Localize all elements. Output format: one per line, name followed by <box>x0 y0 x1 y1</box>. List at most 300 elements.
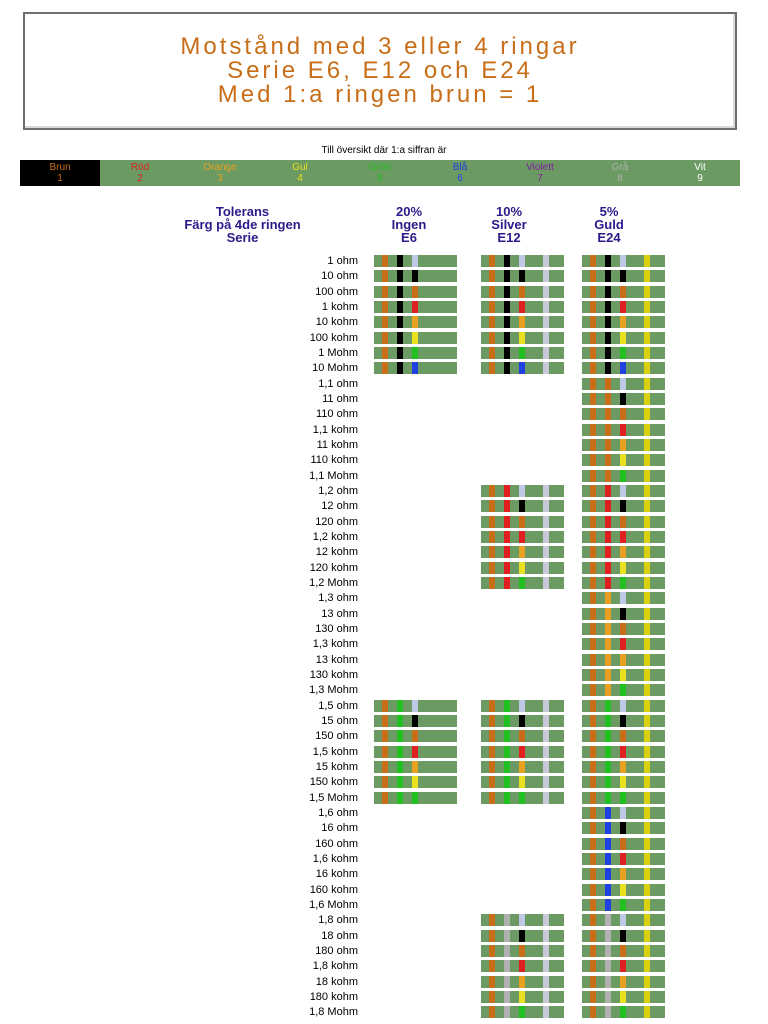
band-second-digit <box>397 792 403 804</box>
resistor-e12 <box>481 730 564 742</box>
band-first-digit <box>590 822 596 834</box>
band-tolerance <box>644 792 650 804</box>
band-tolerance <box>644 638 650 650</box>
resistor-e6 <box>374 715 457 727</box>
band-tolerance <box>543 700 549 712</box>
table-row <box>0 346 768 361</box>
band-second-digit <box>504 500 510 512</box>
resistor-e12 <box>481 792 564 804</box>
resistor-e12 <box>481 347 564 359</box>
band-tolerance <box>644 546 650 558</box>
band-first-digit <box>590 853 596 865</box>
band-multiplier <box>519 332 525 344</box>
resistor-e24 <box>582 424 665 436</box>
resistor-e24 <box>582 470 665 482</box>
column-color-name: Guld <box>594 217 624 232</box>
legend-cell[interactable] <box>420 160 500 186</box>
legend-cell[interactable] <box>580 160 660 186</box>
band-first-digit <box>489 347 495 359</box>
table-row <box>0 699 768 714</box>
band-multiplier <box>620 286 626 298</box>
resistor-e24 <box>582 577 665 589</box>
band-tolerance <box>543 485 549 497</box>
band-first-digit <box>489 562 495 574</box>
band-second-digit <box>504 930 510 942</box>
table-row <box>0 653 768 668</box>
resistance-value-label: 160 kohm <box>309 883 358 896</box>
legend-cell[interactable] <box>100 160 180 186</box>
band-first-digit <box>590 807 596 819</box>
band-multiplier <box>620 669 626 681</box>
band-second-digit <box>605 485 611 497</box>
table-row <box>0 530 768 545</box>
resistor-e12 <box>481 546 564 558</box>
resistor-e12 <box>481 500 564 512</box>
resistor-e6 <box>374 301 457 313</box>
resistor-e12 <box>481 960 564 972</box>
band-second-digit <box>605 776 611 788</box>
band-first-digit <box>590 761 596 773</box>
band-multiplier <box>620 976 626 988</box>
table-row <box>0 821 768 836</box>
band-multiplier <box>620 255 626 267</box>
band-multiplier <box>519 914 525 926</box>
band-multiplier <box>620 822 626 834</box>
resistance-value-label: 110 ohm <box>316 408 358 421</box>
band-tolerance <box>644 976 650 988</box>
band-second-digit <box>605 853 611 865</box>
table-row <box>0 760 768 775</box>
resistor-e24 <box>582 761 665 773</box>
band-first-digit <box>489 746 495 758</box>
resistor-e24 <box>582 546 665 558</box>
resistance-value-label: 1,2 ohm <box>318 484 358 497</box>
table-row <box>0 944 768 959</box>
digit-color-legend <box>20 160 740 186</box>
band-multiplier <box>620 654 626 666</box>
band-first-digit <box>590 362 596 374</box>
band-first-digit <box>590 332 596 344</box>
band-first-digit <box>590 776 596 788</box>
band-tolerance <box>543 761 549 773</box>
band-tolerance <box>543 546 549 558</box>
band-tolerance <box>644 270 650 282</box>
table-row <box>0 852 768 867</box>
band-first-digit <box>590 960 596 972</box>
band-tolerance <box>644 424 650 436</box>
table-row <box>0 683 768 698</box>
band-second-digit <box>605 408 611 420</box>
band-multiplier <box>519 715 525 727</box>
band-first-digit <box>489 991 495 1003</box>
resistor-e24 <box>582 930 665 942</box>
band-second-digit <box>504 362 510 374</box>
resistor-e24 <box>582 914 665 926</box>
band-first-digit <box>489 255 495 267</box>
column-color-name: Silver <box>491 217 527 232</box>
band-second-digit <box>605 715 611 727</box>
band-second-digit <box>605 424 611 436</box>
resistor-e24 <box>582 270 665 282</box>
resistor-e6 <box>374 316 457 328</box>
band-multiplier <box>519 700 525 712</box>
band-first-digit <box>489 516 495 528</box>
table-row <box>0 300 768 315</box>
resistance-value-label: 1,2 Mohm <box>309 576 358 589</box>
band-tolerance <box>644 485 650 497</box>
column-header-e24 <box>568 205 650 244</box>
band-second-digit <box>504 577 510 589</box>
band-tolerance <box>644 669 650 681</box>
resistance-value-label: 100 kohm <box>309 331 358 344</box>
resistor-e12 <box>481 531 564 543</box>
band-second-digit <box>504 730 510 742</box>
band-multiplier <box>519 945 525 957</box>
band-second-digit <box>605 255 611 267</box>
band-second-digit <box>605 868 611 880</box>
band-second-digit <box>605 623 611 635</box>
resistance-value-label: 150 ohm <box>315 730 358 743</box>
resistor-e12 <box>481 761 564 773</box>
band-multiplier <box>620 1006 626 1018</box>
band-first-digit <box>489 500 495 512</box>
band-first-digit <box>489 792 495 804</box>
band-first-digit <box>590 976 596 988</box>
band-second-digit <box>605 546 611 558</box>
band-multiplier <box>620 884 626 896</box>
band-multiplier <box>412 286 418 298</box>
resistor-e24 <box>582 746 665 758</box>
band-tolerance <box>644 301 650 313</box>
band-second-digit <box>605 960 611 972</box>
band-first-digit <box>590 546 596 558</box>
band-multiplier <box>620 516 626 528</box>
resistor-e12 <box>481 746 564 758</box>
band-tolerance <box>543 1006 549 1018</box>
resistance-value-label: 11 kohm <box>316 438 358 451</box>
resistance-value-label: 1,8 kohm <box>312 960 358 973</box>
band-multiplier <box>620 746 626 758</box>
band-first-digit <box>590 454 596 466</box>
band-first-digit <box>590 730 596 742</box>
band-second-digit <box>504 746 510 758</box>
resistor-e12 <box>481 301 564 313</box>
band-second-digit <box>397 715 403 727</box>
band-tolerance <box>543 562 549 574</box>
band-multiplier <box>620 592 626 604</box>
resistor-e24 <box>582 868 665 880</box>
band-second-digit <box>605 378 611 390</box>
band-second-digit <box>504 286 510 298</box>
resistance-value-label: 1,5 ohm <box>318 699 358 712</box>
band-multiplier <box>620 270 626 282</box>
band-first-digit <box>489 715 495 727</box>
band-second-digit <box>605 669 611 681</box>
band-multiplier <box>519 562 525 574</box>
resistor-e24 <box>582 684 665 696</box>
band-first-digit <box>590 286 596 298</box>
band-multiplier <box>519 1006 525 1018</box>
column-series: E6 <box>401 230 417 245</box>
table-row <box>0 714 768 729</box>
band-second-digit <box>397 730 403 742</box>
band-multiplier <box>620 776 626 788</box>
band-multiplier <box>519 546 525 558</box>
band-first-digit <box>590 301 596 313</box>
resistance-value-label: 120 kohm <box>309 561 358 574</box>
band-second-digit <box>605 700 611 712</box>
band-second-digit <box>605 807 611 819</box>
resistance-value-label: 1,6 ohm <box>318 806 358 819</box>
table-row <box>0 285 768 300</box>
column-series: E12 <box>497 230 521 245</box>
band-multiplier <box>620 807 626 819</box>
resistor-e24 <box>582 1006 665 1018</box>
band-first-digit <box>590 654 596 666</box>
resistance-value-label: 13 kohm <box>315 653 358 666</box>
band-first-digit <box>590 562 596 574</box>
legend-digit: 3 <box>217 173 223 184</box>
band-multiplier <box>620 838 626 850</box>
band-first-digit <box>382 301 388 313</box>
band-multiplier <box>412 316 418 328</box>
band-first-digit <box>590 485 596 497</box>
band-multiplier <box>412 255 418 267</box>
band-first-digit <box>489 730 495 742</box>
table-row <box>0 453 768 468</box>
band-first-digit <box>489 270 495 282</box>
legend-cell[interactable] <box>20 160 100 186</box>
legend-digit: 2 <box>137 173 143 184</box>
resistance-value-label: 1,8 Mohm <box>309 1006 358 1019</box>
band-tolerance <box>543 776 549 788</box>
band-second-digit <box>397 761 403 773</box>
band-multiplier <box>620 393 626 405</box>
resistor-e24 <box>582 393 665 405</box>
resistance-value-label: 1,6 Mohm <box>309 898 358 911</box>
band-first-digit <box>590 991 596 1003</box>
band-tolerance <box>644 393 650 405</box>
table-row <box>0 484 768 499</box>
resistance-value-label: 150 kohm <box>309 776 358 789</box>
band-multiplier <box>412 746 418 758</box>
band-second-digit <box>605 638 611 650</box>
legend-cell[interactable] <box>660 160 740 186</box>
band-tolerance <box>543 577 549 589</box>
band-multiplier <box>620 378 626 390</box>
table-row <box>0 331 768 346</box>
band-tolerance <box>543 945 549 957</box>
band-multiplier <box>519 930 525 942</box>
legend-digit: 6 <box>457 173 463 184</box>
band-second-digit <box>605 362 611 374</box>
band-second-digit <box>397 700 403 712</box>
band-second-digit <box>397 270 403 282</box>
band-second-digit <box>504 332 510 344</box>
resistor-e24 <box>582 592 665 604</box>
band-multiplier <box>620 792 626 804</box>
legend-cell[interactable] <box>340 160 420 186</box>
band-second-digit <box>504 347 510 359</box>
band-multiplier <box>620 408 626 420</box>
band-first-digit <box>590 378 596 390</box>
band-tolerance <box>543 746 549 758</box>
legend-cell[interactable] <box>180 160 260 186</box>
band-second-digit <box>605 592 611 604</box>
resistor-e12 <box>481 286 564 298</box>
band-first-digit <box>382 730 388 742</box>
band-multiplier <box>519 255 525 267</box>
resistor-e12 <box>481 991 564 1003</box>
band-first-digit <box>382 761 388 773</box>
band-tolerance <box>644 807 650 819</box>
band-multiplier <box>412 270 418 282</box>
band-first-digit <box>590 316 596 328</box>
band-multiplier <box>620 684 626 696</box>
resistor-e12 <box>481 945 564 957</box>
resistor-e24 <box>582 485 665 497</box>
resistance-value-label: 10 kohm <box>315 316 358 329</box>
band-tolerance <box>543 715 549 727</box>
band-multiplier <box>519 991 525 1003</box>
band-multiplier <box>620 623 626 635</box>
band-second-digit <box>605 792 611 804</box>
band-tolerance <box>644 1006 650 1018</box>
band-second-digit <box>605 822 611 834</box>
table-row <box>0 745 768 760</box>
band-multiplier <box>620 730 626 742</box>
resistor-e12 <box>481 270 564 282</box>
band-tolerance <box>644 470 650 482</box>
band-first-digit <box>590 270 596 282</box>
resistance-value-label: 16 ohm <box>321 822 358 835</box>
legend-cell[interactable] <box>500 160 580 186</box>
resistor-e12 <box>481 914 564 926</box>
band-multiplier <box>620 531 626 543</box>
table-row <box>0 315 768 330</box>
band-second-digit <box>397 362 403 374</box>
band-tolerance <box>644 654 650 666</box>
band-second-digit <box>605 347 611 359</box>
band-multiplier <box>412 715 418 727</box>
band-tolerance <box>543 332 549 344</box>
band-multiplier <box>519 960 525 972</box>
band-tolerance <box>644 776 650 788</box>
table-row <box>0 837 768 852</box>
resistor-e12 <box>481 976 564 988</box>
resistor-e12 <box>481 930 564 942</box>
band-multiplier <box>519 792 525 804</box>
band-second-digit <box>504 485 510 497</box>
table-row <box>0 913 768 928</box>
band-tolerance <box>644 562 650 574</box>
table-row <box>0 499 768 514</box>
band-tolerance <box>543 976 549 988</box>
band-second-digit <box>605 332 611 344</box>
band-first-digit <box>590 700 596 712</box>
title-box <box>23 12 737 130</box>
resistor-e12 <box>481 562 564 574</box>
band-tolerance <box>543 255 549 267</box>
band-first-digit <box>382 316 388 328</box>
resistance-value-label: 180 kohm <box>309 990 358 1003</box>
band-first-digit <box>382 700 388 712</box>
resistor-e24 <box>582 776 665 788</box>
band-tolerance <box>644 332 650 344</box>
table-row <box>0 990 768 1005</box>
table-row <box>0 883 768 898</box>
band-tolerance <box>543 730 549 742</box>
resistor-e6 <box>374 761 457 773</box>
band-second-digit <box>504 255 510 267</box>
band-multiplier <box>620 930 626 942</box>
band-second-digit <box>605 991 611 1003</box>
resistance-value-label: 16 kohm <box>315 868 358 881</box>
band-tolerance <box>644 730 650 742</box>
legend-color-name: Grön <box>368 162 392 173</box>
resistance-value-label: 10 ohm <box>321 270 358 283</box>
band-second-digit <box>605 654 611 666</box>
resistance-value-label: 100 ohm <box>315 285 358 298</box>
band-first-digit <box>489 531 495 543</box>
band-first-digit <box>382 347 388 359</box>
resistance-value-label: 1,1 Mohm <box>309 469 358 482</box>
band-second-digit <box>605 316 611 328</box>
band-first-digit <box>489 914 495 926</box>
band-tolerance <box>644 991 650 1003</box>
band-first-digit <box>590 531 596 543</box>
resistance-value-label: 1,5 kohm <box>312 745 358 758</box>
band-second-digit <box>397 746 403 758</box>
band-multiplier <box>620 761 626 773</box>
band-first-digit <box>590 592 596 604</box>
band-first-digit <box>382 362 388 374</box>
band-multiplier <box>412 776 418 788</box>
legend-digit: 1 <box>57 173 63 184</box>
band-first-digit <box>489 301 495 313</box>
band-first-digit <box>590 868 596 880</box>
band-multiplier <box>519 316 525 328</box>
band-tolerance <box>543 516 549 528</box>
band-tolerance <box>644 592 650 604</box>
band-first-digit <box>489 776 495 788</box>
band-tolerance <box>644 715 650 727</box>
band-tolerance <box>644 255 650 267</box>
band-multiplier <box>620 439 626 451</box>
band-first-digit <box>590 516 596 528</box>
band-first-digit <box>590 914 596 926</box>
resistor-e24 <box>582 516 665 528</box>
band-first-digit <box>590 884 596 896</box>
title-line-3: Med 1:a ringen brun = 1 <box>217 81 543 108</box>
band-second-digit <box>605 684 611 696</box>
band-tolerance <box>644 700 650 712</box>
table-row <box>0 254 768 269</box>
band-first-digit <box>382 776 388 788</box>
band-tolerance <box>644 623 650 635</box>
table-row <box>0 269 768 284</box>
band-multiplier <box>620 332 626 344</box>
resistance-value-label: 110 kohm <box>310 454 358 467</box>
resistance-value-label: 1,2 kohm <box>312 530 358 543</box>
band-second-digit <box>397 316 403 328</box>
band-tolerance <box>543 270 549 282</box>
legend-cell[interactable] <box>260 160 340 186</box>
band-second-digit <box>605 730 611 742</box>
band-tolerance <box>644 500 650 512</box>
resistance-value-label: 1,1 ohm <box>318 377 358 390</box>
band-second-digit <box>504 700 510 712</box>
